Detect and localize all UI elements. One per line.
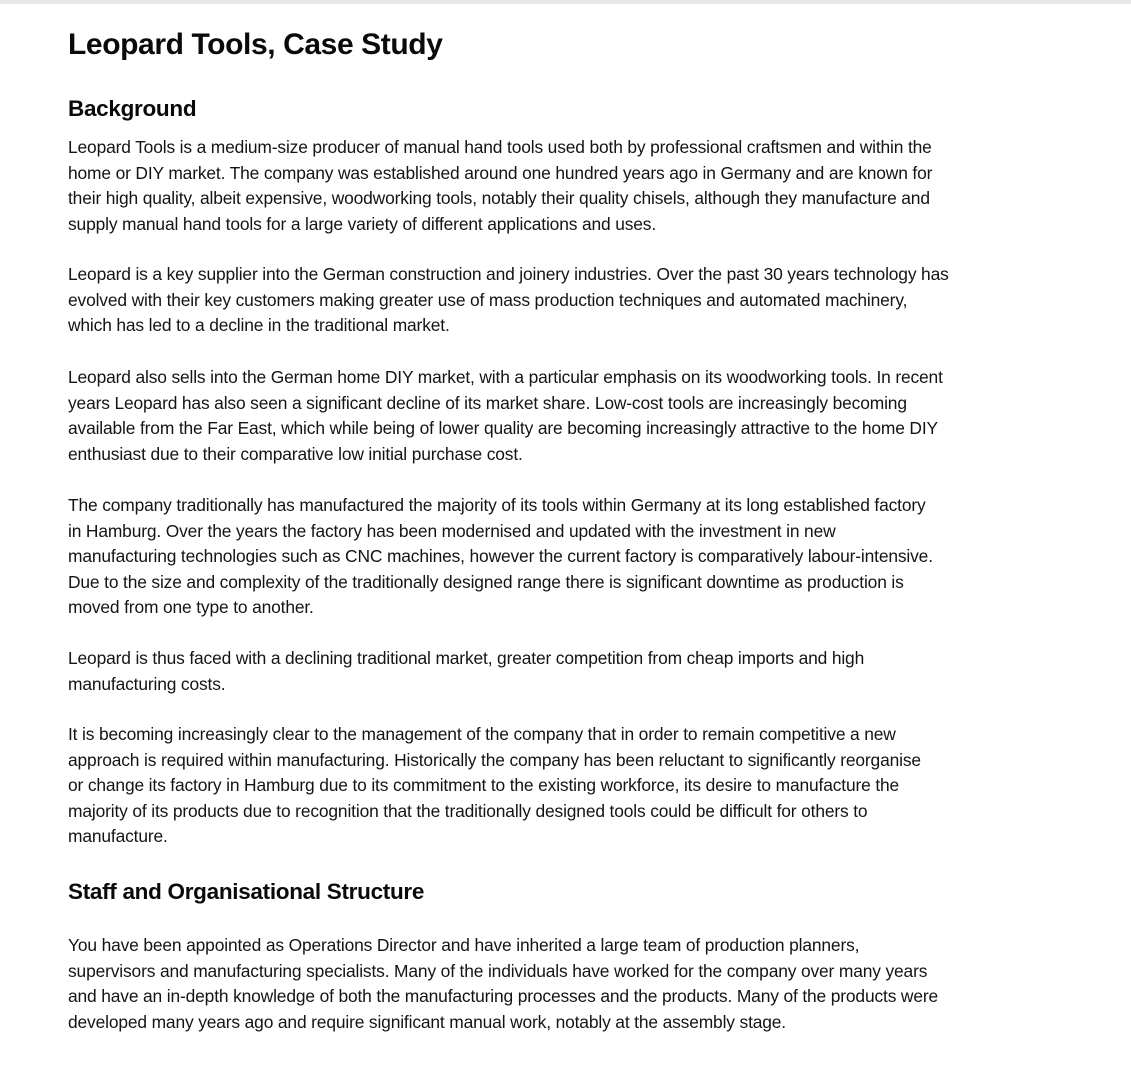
section-heading-background: Background	[68, 96, 197, 121]
text-line: home or DIY market. The company was established around one hundred years ago in Germany and are known for	[68, 162, 933, 183]
text-line: their high quality, albeit expensive, woodworking tools, notably their quality chisels, although they manufacture and	[68, 188, 930, 209]
text-line: available from the Far East, which while being of lower quality are becoming increasingly attractive to the home DIY	[68, 418, 938, 439]
background-paragraph-4	[68, 493, 933, 621]
text-line: manufacturing costs.	[68, 673, 226, 694]
background-paragraph-2	[68, 262, 949, 339]
text-line: moved from one type to another.	[68, 597, 314, 618]
text-line: You have been appointed as Operations Director and have inherited a large team of production planners,	[68, 935, 860, 955]
text-line: enthusiast due to their comparative low initial purchase cost.	[68, 443, 523, 464]
staff-paragraph-1	[68, 933, 938, 1035]
text-line: supervisors and manufacturing specialists. Many of the individuals have worked for the company over many years	[68, 960, 928, 981]
text-line: Leopard Tools is a medium-size producer of manual hand tools used both by professional craftsmen and within the	[68, 137, 932, 157]
text-line: majority of its products due to recognition that the traditionally designed tools could be difficult for others to	[68, 800, 868, 821]
text-line: It is becoming increasingly clear to the management of the company that in order to remain competitive a new	[68, 724, 896, 744]
section-heading-staff-structure: Staff and Organisational Structure	[68, 879, 425, 904]
background-paragraph-1	[68, 135, 932, 237]
text-line: in Hamburg. Over the years the factory has been modernised and updated with the investment in new	[68, 520, 836, 541]
text-line: Leopard is a key supplier into the German construction and joinery industries. Over the past 30 years technology has	[68, 264, 949, 284]
text-line: developed many years ago and require significant manual work, notably at the assembly stage.	[68, 1011, 786, 1032]
document-title: Leopard Tools, Case Study	[68, 28, 443, 61]
text-line: or change its factory in Hamburg due to its commitment to the existing workforce, its desire to manufacture the	[68, 775, 900, 796]
text-line: years Leopard has also seen a significant decline of its market share. Low-cost tools are increasingly becoming	[68, 392, 907, 413]
text-line: evolved with their key customers making greater use of mass production techniques and automated machinery,	[68, 289, 908, 310]
window-top-border	[0, 0, 1131, 4]
background-paragraph-5	[68, 646, 864, 697]
text-line: supply manual hand tools for a large variety of different applications and uses.	[68, 213, 657, 234]
background-paragraph-3	[68, 365, 943, 467]
text-line: Due to the size and complexity of the traditionally designed range there is significant downtime as production is	[68, 571, 904, 592]
text-line: which has led to a decline in the traditional market.	[68, 315, 450, 336]
background-paragraph-6	[68, 722, 921, 850]
text-line: Leopard also sells into the German home DIY market, with a particular emphasis on its woodworking tools. In recent	[68, 367, 943, 387]
text-line: and have an in-depth knowledge of both the manufacturing processes and the products. Many of the products were	[68, 986, 939, 1007]
text-line: approach is required within manufacturing. Historically the company has been reluctant to significantly reorganise	[68, 749, 921, 770]
text-line: manufacture.	[68, 826, 168, 847]
text-line: Leopard is thus faced with a declining traditional market, greater competition from cheap imports and high	[68, 648, 865, 668]
text-line: manufacturing technologies such as CNC machines, however the current factory is comparatively labour-intensive.	[68, 546, 933, 567]
text-line: The company traditionally has manufactured the majority of its tools within Germany at its long established factory	[68, 495, 926, 515]
